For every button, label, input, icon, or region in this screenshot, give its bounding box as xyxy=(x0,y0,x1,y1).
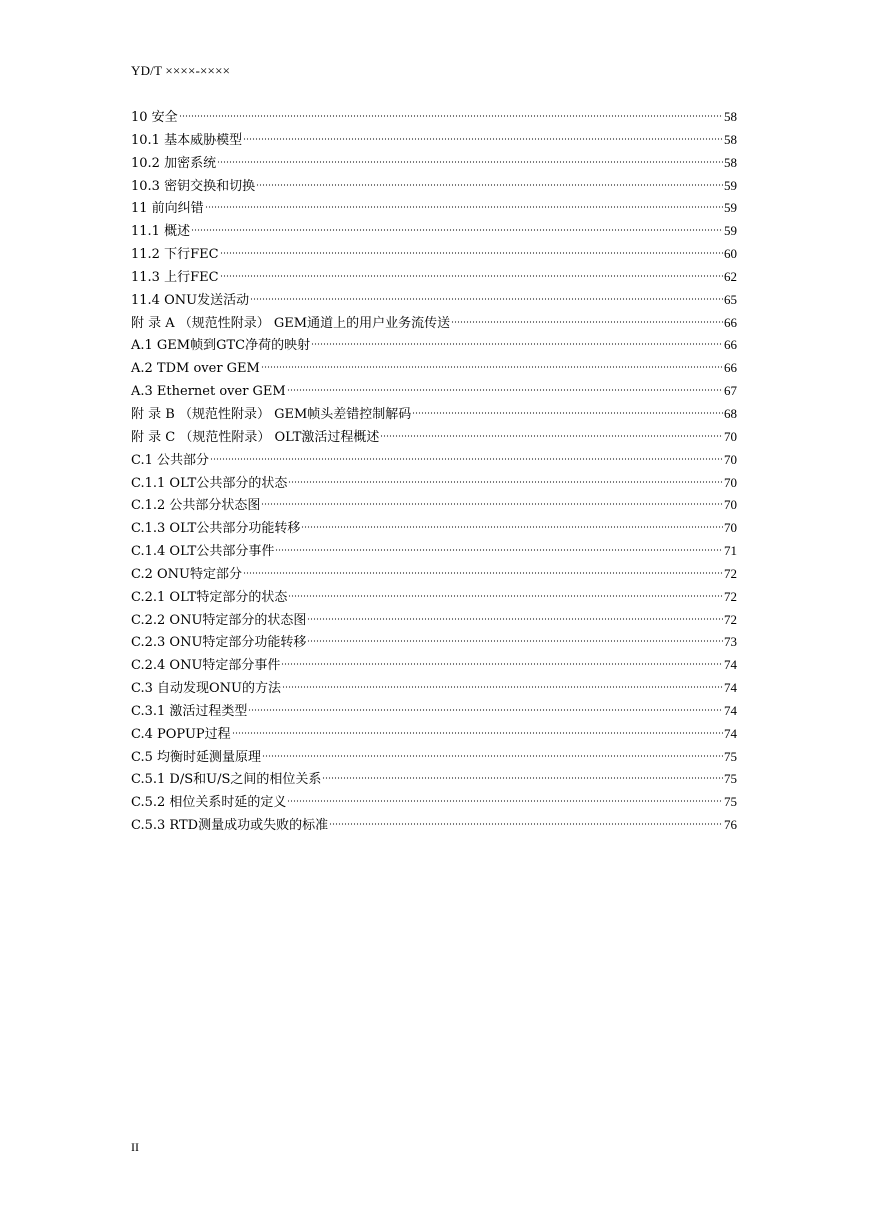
toc-entry[interactable] xyxy=(131,563,737,586)
toc-entry-page: 60 xyxy=(724,246,737,262)
toc-leader-dots xyxy=(205,205,723,209)
toc-entry-title: C.2.4 ONU特定部分事件 xyxy=(131,658,281,674)
toc-entry-page: 75 xyxy=(724,794,737,810)
toc-entry-page: 76 xyxy=(724,817,737,833)
toc-entry[interactable] xyxy=(131,723,737,746)
toc-entry[interactable] xyxy=(131,175,737,198)
toc-leader-dots xyxy=(256,183,723,187)
toc-leader-dots xyxy=(380,434,723,438)
toc-entry-title: C.2.3 ONU特定部分功能转移 xyxy=(131,635,307,651)
toc-entry-page: 75 xyxy=(724,748,737,764)
table-of-contents xyxy=(131,106,737,837)
toc-entry[interactable] xyxy=(131,220,737,243)
toc-entry-page: 72 xyxy=(724,588,737,604)
toc-leader-dots xyxy=(307,617,723,621)
toc-leader-dots xyxy=(243,571,723,575)
toc-entry[interactable] xyxy=(131,449,737,472)
toc-entry-page: 74 xyxy=(724,680,737,696)
toc-leader-dots xyxy=(412,411,723,415)
toc-entry-page: 72 xyxy=(724,565,737,581)
toc-entry-page: 58 xyxy=(724,109,737,124)
toc-entry-title: C.5.3 RTD测量成功或失败的标准 xyxy=(131,818,329,834)
toc-entry-title: C.3 自动发现ONU的方法 xyxy=(131,681,282,697)
toc-entry-title: C.1.3 OLT公共部分功能转移 xyxy=(131,521,301,537)
toc-leader-dots xyxy=(288,594,723,598)
toc-entry[interactable] xyxy=(131,129,737,152)
toc-leader-dots xyxy=(262,754,723,758)
toc-entry[interactable] xyxy=(131,494,737,517)
toc-entry-title: 10.1 基本威胁模型 xyxy=(131,132,243,148)
toc-leader-dots xyxy=(282,685,723,689)
toc-entry-page: 70 xyxy=(724,428,737,444)
toc-leader-dots xyxy=(250,297,723,301)
toc-entry-title: C.2.2 ONU特定部分的状态图 xyxy=(131,612,307,628)
toc-leader-dots xyxy=(322,776,723,780)
toc-entry[interactable] xyxy=(131,517,737,540)
toc-entry-title: 11.2 下行FEC xyxy=(131,247,219,263)
toc-entry[interactable] xyxy=(131,106,737,129)
toc-entry[interactable] xyxy=(131,152,737,175)
toc-entry[interactable] xyxy=(131,654,737,677)
toc-entry-title: C.5.2 相位关系时延的定义 xyxy=(131,795,287,811)
toc-leader-dots xyxy=(287,799,723,803)
toc-leader-dots xyxy=(261,502,723,506)
toc-entry-title: C.4 POPUP过程 xyxy=(131,726,231,742)
toc-entry[interactable] xyxy=(131,426,737,449)
toc-entry[interactable] xyxy=(131,746,737,769)
toc-entry-page: 70 xyxy=(724,497,737,513)
toc-entry-page: 74 xyxy=(724,725,737,741)
toc-entry-title: C.5.1 D/S和U/S之间的相位关系 xyxy=(131,772,322,788)
toc-entry[interactable] xyxy=(131,677,737,700)
toc-entry-title: 10.3 密钥交换和切换 xyxy=(131,178,256,194)
toc-entry-page: 70 xyxy=(724,474,737,490)
toc-entry-page: 70 xyxy=(724,520,737,536)
toc-entry[interactable] xyxy=(131,266,737,289)
toc-leader-dots xyxy=(179,114,723,118)
toc-entry-title: 10.2 加密系统 xyxy=(131,155,217,171)
toc-entry[interactable] xyxy=(131,197,737,220)
toc-leader-dots xyxy=(191,228,723,232)
toc-entry-title: A.1 GEM帧到GTC净荷的映射 xyxy=(131,338,311,354)
page-number: II xyxy=(131,1140,139,1154)
toc-entry-title: C.2.1 OLT特定部分的状态 xyxy=(131,589,288,605)
toc-entry[interactable] xyxy=(131,380,737,403)
toc-leader-dots xyxy=(311,342,723,346)
toc-entry-title: C.1.1 OLT公共部分的状态 xyxy=(131,475,288,491)
toc-entry[interactable] xyxy=(131,312,737,335)
toc-leader-dots xyxy=(451,320,723,324)
toc-entry-page: 74 xyxy=(724,702,737,718)
document-header: YD/T ××××-×××× xyxy=(131,63,231,78)
toc-entry-title: 11.4 ONU发送活动 xyxy=(131,292,250,308)
toc-entry[interactable] xyxy=(131,609,737,632)
toc-leader-dots xyxy=(281,662,723,666)
toc-leader-dots xyxy=(287,388,723,392)
toc-entry[interactable] xyxy=(131,631,737,654)
toc-entry[interactable] xyxy=(131,814,737,837)
toc-entry-page: 67 xyxy=(724,383,737,399)
toc-entry-page: 72 xyxy=(724,611,737,627)
toc-entry-page: 59 xyxy=(724,177,737,193)
toc-leader-dots xyxy=(243,137,723,141)
toc-entry-title: 附 录 B （规范性附录） GEM帧头差错控制解码 xyxy=(131,406,412,422)
toc-entry[interactable] xyxy=(131,586,737,609)
toc-leader-dots xyxy=(301,525,723,529)
toc-entry-page: 66 xyxy=(724,360,737,376)
toc-entry[interactable] xyxy=(131,289,737,312)
toc-entry[interactable] xyxy=(131,403,737,426)
toc-entry-title: A.3 Ethernet over GEM xyxy=(131,384,286,400)
toc-leader-dots xyxy=(210,457,723,461)
toc-leader-dots xyxy=(220,274,723,278)
toc-entry-title: C.1 公共部分 xyxy=(131,452,210,468)
toc-entry-title: C.1.2 公共部分状态图 xyxy=(131,498,261,514)
toc-leader-dots xyxy=(275,548,723,552)
toc-entry-page: 70 xyxy=(724,451,737,467)
toc-entry-title: C.2 ONU特定部分 xyxy=(131,566,243,582)
toc-entry-title: 附 录 A （规范性附录） GEM通道上的用户业务流传送 xyxy=(131,315,451,331)
toc-entry-title: A.2 TDM over GEM xyxy=(131,361,260,377)
toc-entry-page: 66 xyxy=(724,337,737,353)
toc-entry-page: 59 xyxy=(724,223,737,239)
toc-entry-title: 10 安全 xyxy=(131,110,178,125)
toc-entry[interactable] xyxy=(131,791,737,814)
toc-entry-page: 59 xyxy=(724,200,737,216)
toc-entry[interactable] xyxy=(131,768,737,791)
toc-entry-page: 74 xyxy=(724,657,737,673)
toc-entry-title: 11 前向纠错 xyxy=(131,201,204,217)
toc-leader-dots xyxy=(217,160,723,164)
toc-entry[interactable] xyxy=(131,700,737,723)
toc-entry-page: 66 xyxy=(724,314,737,330)
toc-entry-page: 62 xyxy=(724,268,737,284)
toc-entry-page: 71 xyxy=(724,543,737,559)
toc-entry-title: 附 录 C （规范性附录） OLT激活过程概述 xyxy=(131,429,380,445)
toc-entry-page: 75 xyxy=(724,771,737,787)
toc-entry[interactable] xyxy=(131,357,737,380)
toc-entry-title: 11.3 上行FEC xyxy=(131,269,219,285)
toc-leader-dots xyxy=(261,365,723,369)
toc-leader-dots xyxy=(220,251,723,255)
toc-leader-dots xyxy=(248,708,723,712)
toc-entry-title: C.1.4 OLT公共部分事件 xyxy=(131,544,275,560)
toc-leader-dots xyxy=(232,731,723,735)
toc-entry[interactable] xyxy=(131,540,737,563)
toc-entry-title: 11.1 概述 xyxy=(131,224,191,240)
toc-entry-title: C.5 均衡时延测量原理 xyxy=(131,749,262,765)
toc-leader-dots xyxy=(307,639,723,643)
toc-entry-page: 73 xyxy=(724,634,737,650)
toc-entry[interactable] xyxy=(131,472,737,495)
toc-entry-page: 58 xyxy=(724,131,737,147)
toc-entry-page: 58 xyxy=(724,154,737,170)
toc-entry[interactable] xyxy=(131,334,737,357)
toc-leader-dots xyxy=(288,480,723,484)
toc-entry[interactable] xyxy=(131,243,737,266)
toc-entry-title: C.3.1 激活过程类型 xyxy=(131,703,248,719)
toc-entry-page: 65 xyxy=(724,291,737,307)
toc-leader-dots xyxy=(329,822,723,826)
toc-entry-page: 68 xyxy=(724,405,737,421)
